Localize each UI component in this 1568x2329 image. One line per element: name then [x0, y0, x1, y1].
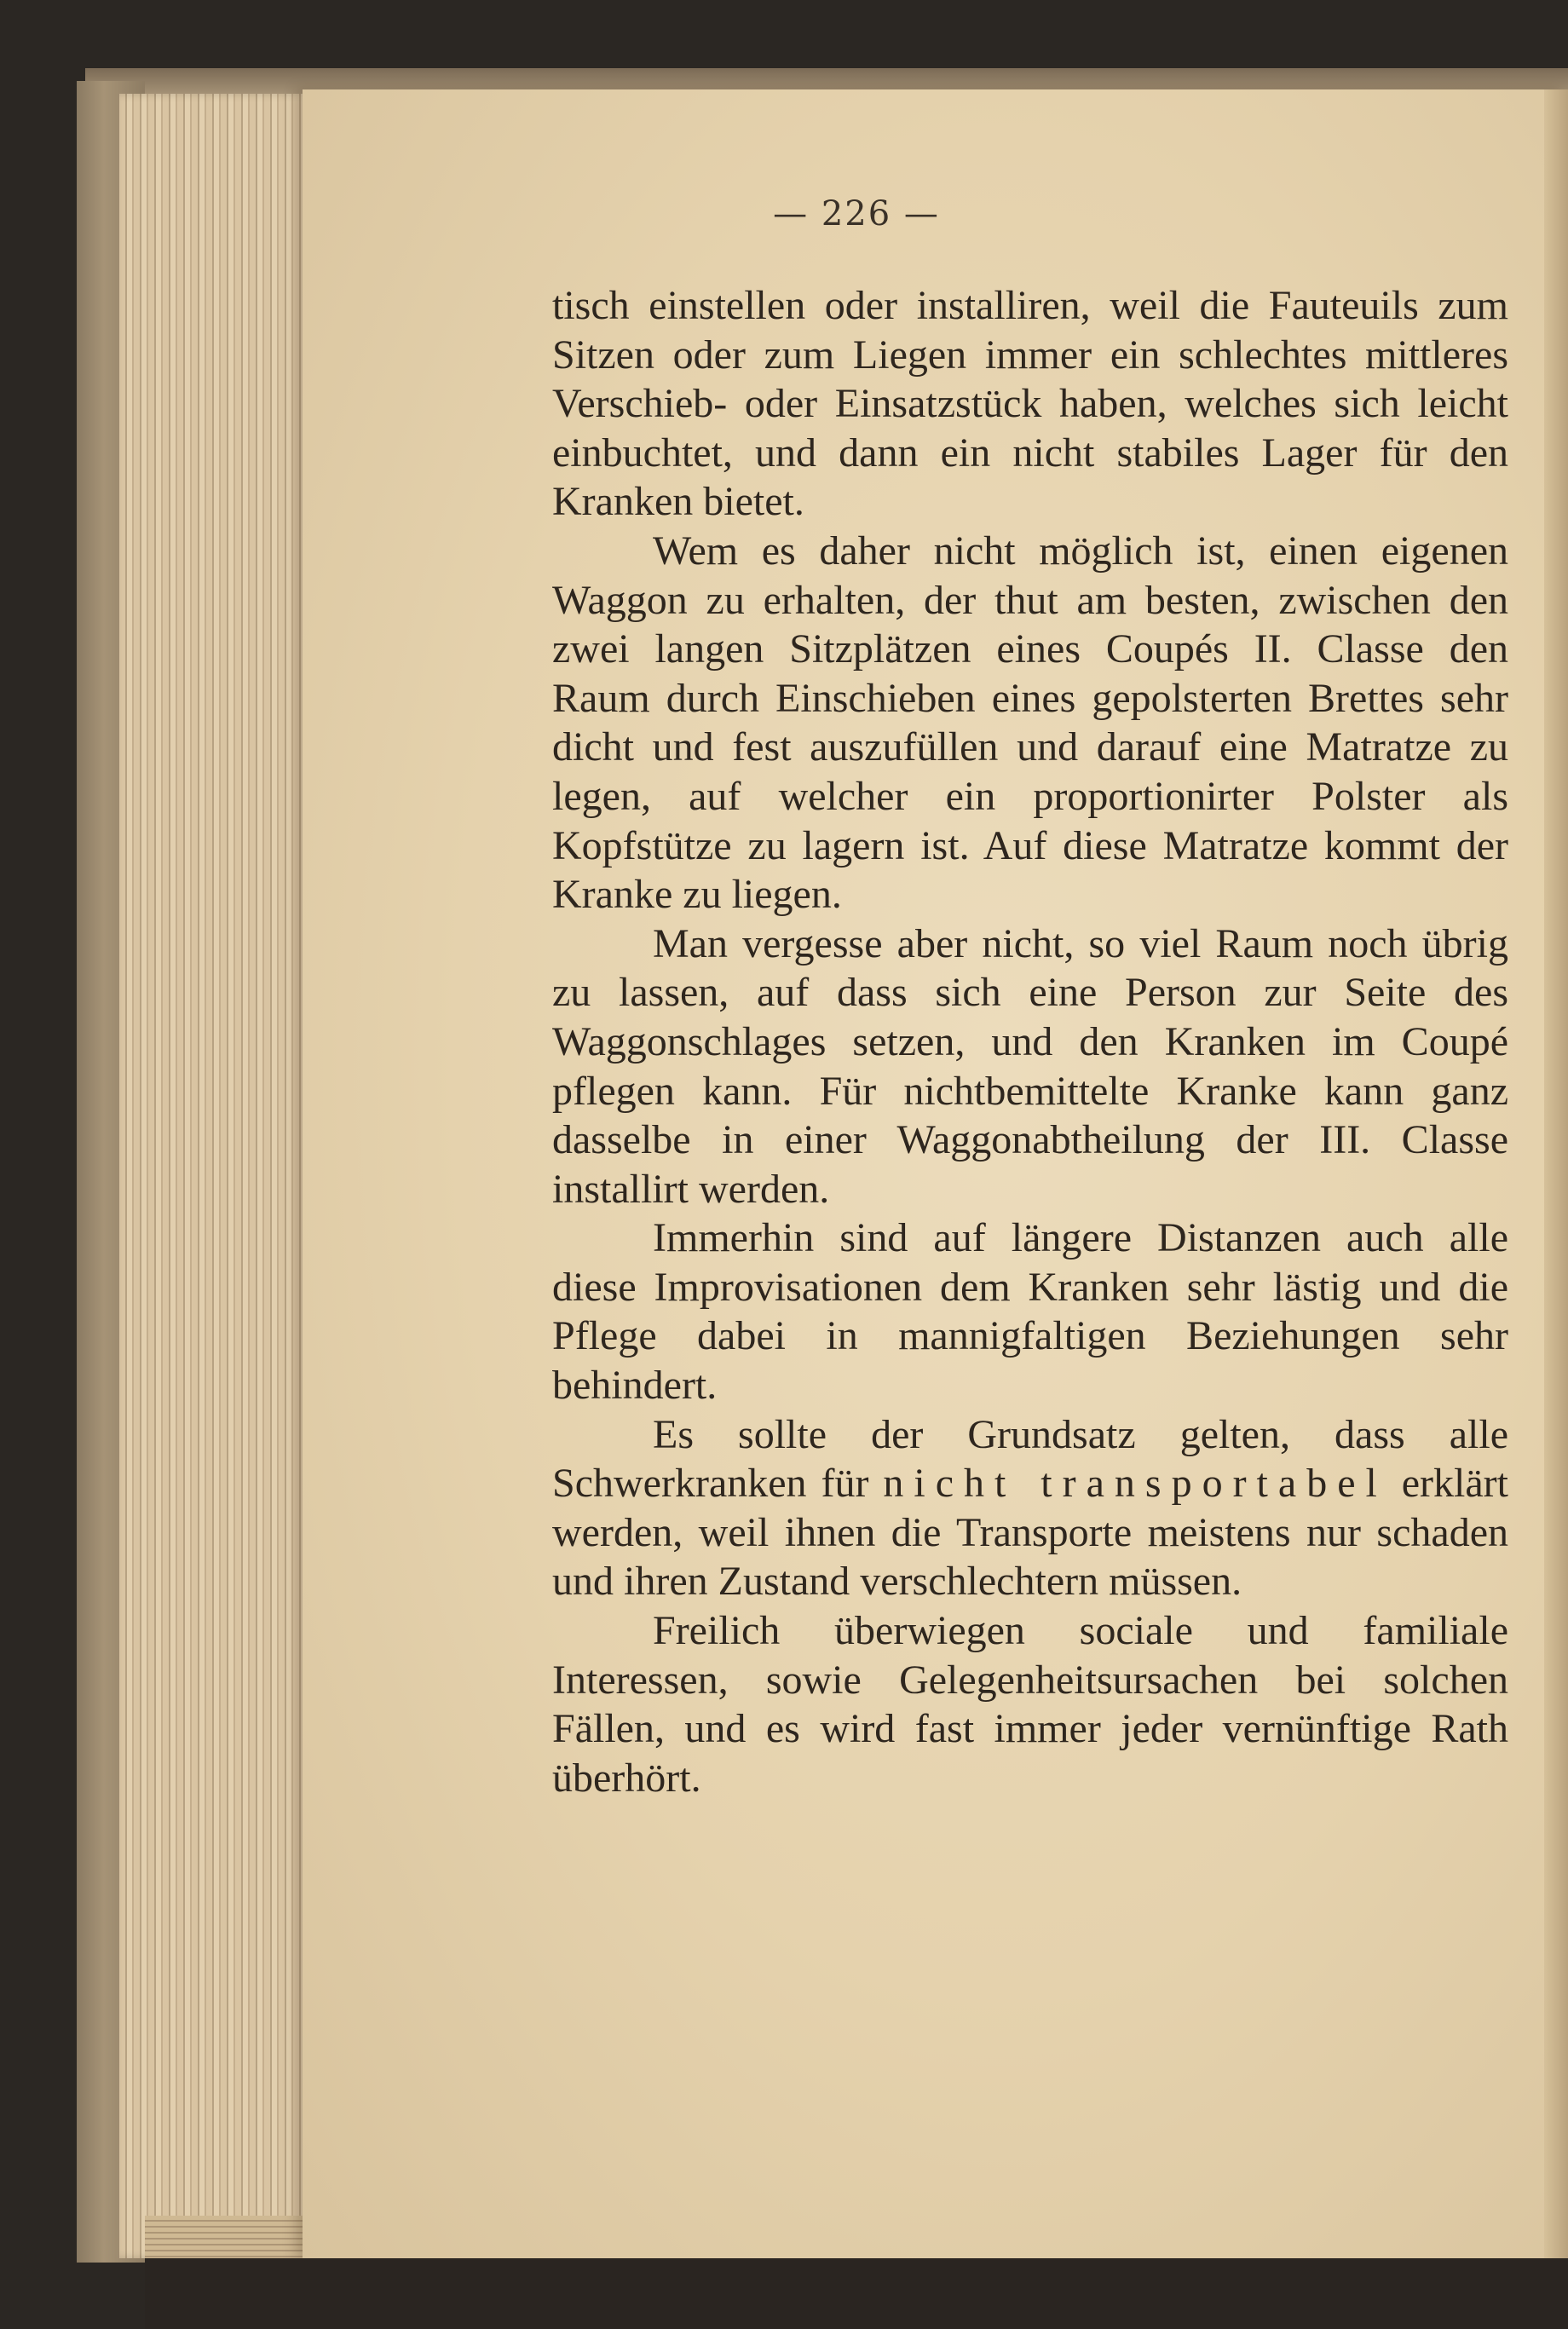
paragraph-5-start: Es sollte der Grundsatz gelten, dass alle Schwerkranken für	[552, 1411, 1508, 1507]
paragraph-5-end: erklärt werden, weil ihnen die Transporte meistens nur schaden und ihren Zustand verschlechtern müssen.	[552, 1461, 1508, 1605]
paragraph-2: Wem es daher nicht möglich ist, einen eigenen Waggon zu erhalten, der thut am besten, zwischen den zwei langen Sitzplätzen eines Coupés II. Classe den Raum durch Einschieben eines gepolsterten Brettes sehr dicht und fest auszufüllen und darauf eine Matratze zu legen, auf welcher ein proportionirter Polster als Kopfstütze zu lagern ist. Auf diese Matratze kommt der Kranke zu liegen.	[552, 527, 1508, 918]
paragraph-4: Immerhin sind auf längere Distanzen auch alle diese Improvisationen dem Kranken sehr lästig und die Pflege dabei in mannigfaltigen Beziehungen sehr behindert.	[552, 1215, 1508, 1409]
paragraph-6: Freilich überwiegen sociale und familiale Interessen, sowie Gelegenheitsursachen bei solchen Fällen, und es wird fast immer jeder vernünftige Rath überhört.	[552, 1608, 1508, 1801]
bottom-shadow	[145, 2258, 1568, 2329]
paragraph-1: tisch einstellen oder installiren, weil die Fauteuils zum Sitzen oder zum Liegen immer ein schlechtes mittleres Verschieb- oder Einsatzstück haben, welches sich leicht einbuchtet, und dann ein nicht stabiles Lager für den Kranken bietet.	[552, 283, 1508, 525]
stacked-page-edges	[119, 94, 315, 2258]
paragraph-5	[552, 1410, 1508, 1606]
body-text	[552, 281, 1508, 1802]
emphasis-spaced-text: nicht transportabel	[883, 1461, 1387, 1507]
page-number: — 226 —	[773, 194, 940, 233]
paragraph-3: Man vergesse aber nicht, so viel Raum noch übrig zu lassen, auf dass sich eine Person zur Seite des Waggonschlages setzen, und den Kranken im Coupé pflegen kann. Für nichtbemittelte Kranke kann ganz dasselbe in einer Waggonabtheilung der III. Classe installirt werden.	[552, 920, 1508, 1212]
page-right-edge	[1544, 89, 1568, 2258]
